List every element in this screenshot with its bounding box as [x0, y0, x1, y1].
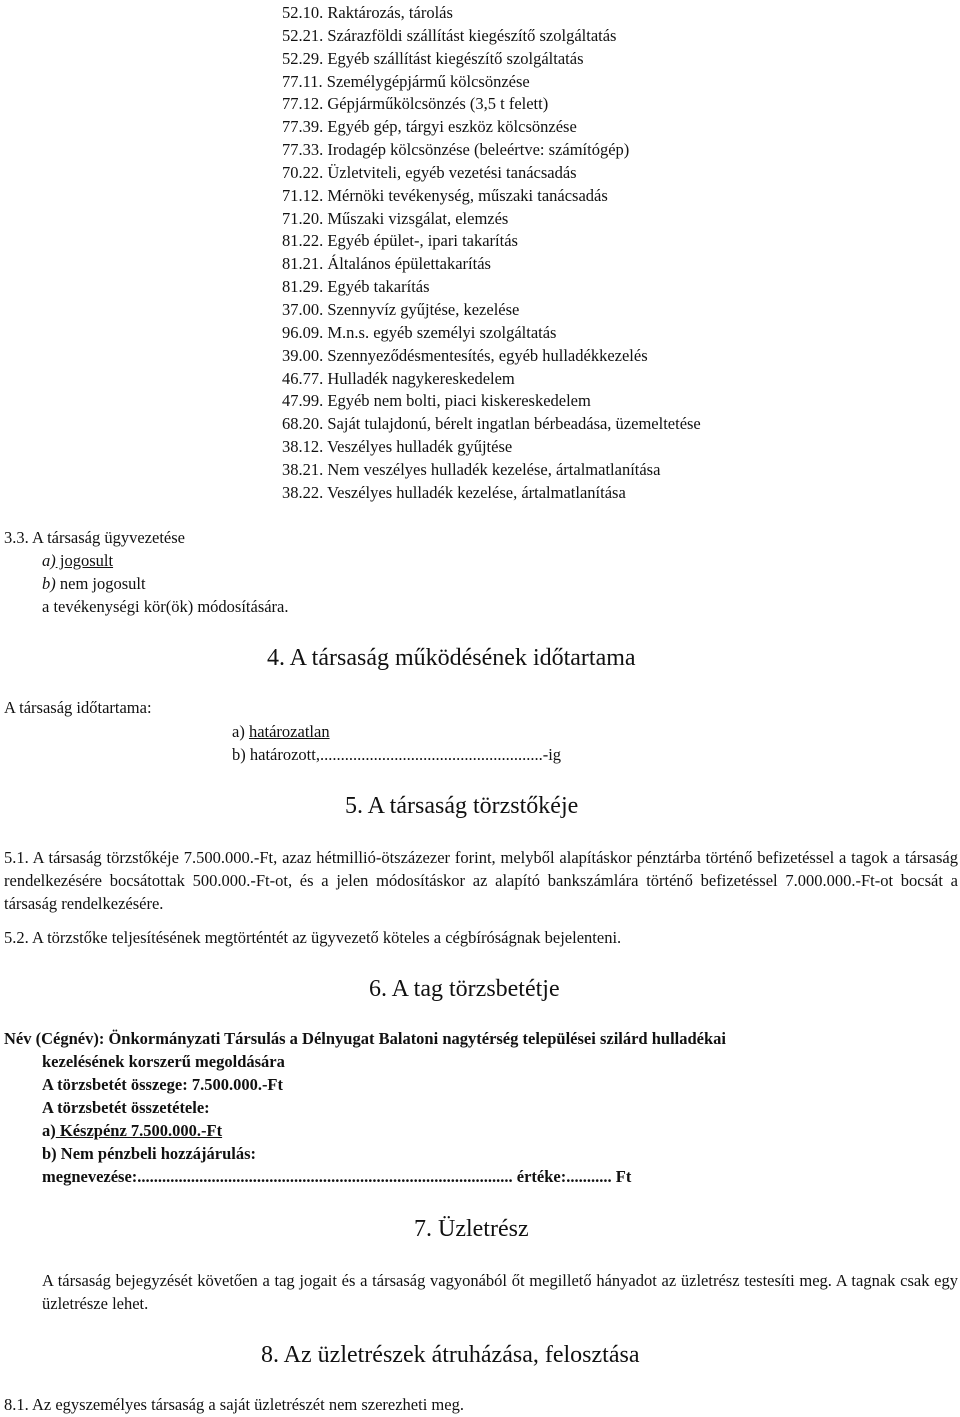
activity-item: 77.33. Irodagép kölcsönzése (beleértve: számítógép) — [282, 140, 630, 160]
option-prefix: a) — [42, 1121, 56, 1140]
section-6-heading: 6. A tag törzsbetétje — [369, 976, 560, 1002]
activity-list — [282, 2, 701, 505]
duration-option-b: b) határozott,......................................................-ig — [232, 745, 562, 764]
activity-item: 68.20. Saját tulajdonú, bérelt ingatlan bérbeadása, üzemeltetése — [282, 414, 701, 434]
activity-item: 38.21. Nem veszélyes hulladék kezelése, ártalmatlanítása — [282, 459, 661, 479]
activity-item: 77.39. Egyéb gép, tárgyi eszköz kölcsönzése — [282, 117, 577, 137]
option-letter: a) — [42, 551, 56, 570]
section-3-3-title: 3.3. A társaság ügyvezetése — [4, 528, 185, 547]
paragraph-5-2: 5.2. A törzstőke teljesítésének megtörténtét az ügyvezető köteles a cégbíróságnak bejelenteni. — [4, 928, 622, 947]
activity-item: 37.00. Szennyvíz gyűjtése, kezelése — [282, 299, 520, 319]
activity-item: 38.12. Veszélyes hulladék gyűjtése — [282, 437, 513, 457]
contribution-amount: A törzsbetét összege: 7.500.000.-Ft — [42, 1075, 284, 1094]
paragraph-7: A társaság bejegyzését követően a tag jogait és a társaság vagyonából őt megillető hányadot az üzletrész testesíti meg. A tagnak csak egy üzletrésze lehet. — [42, 1271, 958, 1313]
activity-item: 77.12. Gépjárműkölcsönzés (3,5 t felett) — [282, 94, 549, 114]
activity-item: 81.29. Egyéb takarítás — [282, 277, 430, 297]
member-name-line-2: kezelésének korszerű megoldására — [42, 1052, 285, 1071]
activity-item: 46.77. Hulladék nagykereskedelem — [282, 368, 515, 388]
activity-item: 38.22. Veszélyes hulladék kezelése, ártalmatlanítása — [282, 482, 626, 502]
activity-item: 52.29. Egyéb szállítást kiegészítő szolgáltatás — [282, 48, 584, 68]
non-cash-naming-line: megnevezése:........................................................................................... értéke:........... Ft — [42, 1167, 632, 1186]
activity-item: 81.22. Egyéb épület-, ipari takarítás — [282, 231, 518, 251]
option-a-authorized — [42, 551, 113, 571]
activity-item: 47.99. Egyéb nem bolti, piaci kiskereskedelem — [282, 391, 591, 411]
activity-item: 39.00. Szennyeződésmentesítés, egyéb hulladékkezelés — [282, 345, 648, 365]
activity-item: 81.21. Általános épülettakarítás — [282, 254, 491, 274]
section-7-heading: 7. Üzletrész — [414, 1216, 529, 1242]
activity-item: 70.22. Üzletviteli, egyéb vezetési tanácsadás — [282, 162, 577, 182]
contribution-composition: A törzsbetét összetétele: — [42, 1098, 210, 1117]
option-letter: b) — [42, 574, 56, 593]
duration-option-a — [232, 722, 330, 742]
option-b-not-authorized — [42, 574, 146, 594]
section-4-heading: 4. A társaság működésének időtartama — [267, 645, 636, 671]
activity-item: 96.09. M.n.s. egyéb személyi szolgáltatás — [282, 322, 557, 342]
option-prefix: a) — [232, 722, 249, 741]
activity-item: 71.20. Műszaki vizsgálat, elemzés — [282, 208, 509, 228]
section-8-heading: 8. Az üzletrészek átruházása, felosztása — [261, 1342, 640, 1368]
activity-item: 52.21. Szárazföldi szállítást kiegészítő szolgáltatás — [282, 25, 617, 45]
activity-item: 77.11. Személygépjármű kölcsönzése — [282, 71, 530, 91]
paragraph-8-1: 8.1. Az egyszemélyes társaság a saját üzletrészét nem szerezheti meg. — [4, 1395, 464, 1414]
cash-contribution — [42, 1121, 222, 1141]
paragraph-5-1: 5.1. A társaság törzstőkéje 7.500.000.-Ft, azaz hétmillió-ötszázezer forint, melyből alapításkor pénztárba történő befizetéssel a tagok a társaság rendelkezésére bocsátottak 500.000.-Ft-ot, és a jelen módosításkor az alapító bankszámlára történő befizetéssel 7.000.000.-Ft-ot bocsát a társaság rendelkezésére. — [4, 848, 958, 913]
activity-item: 52.10. Raktározás, tárolás — [282, 3, 453, 22]
section-3-3-tail: a tevékenységi kör(ök) módosítására. — [42, 597, 289, 616]
option-text: jogosult — [55, 551, 114, 570]
activity-item: 71.12. Mérnöki tevékenység, műszaki tanácsadás — [282, 185, 608, 205]
duration-label: A társaság időtartama: — [4, 698, 152, 717]
member-name-line: Név (Cégnév): Önkormányzati Társulás a Délnyugat Balatoni nagytérség települései szilárd hulladékai — [4, 1029, 727, 1048]
option-text: határozatlan — [248, 722, 330, 741]
section-5-heading: 5. A társaság törzstőkéje — [345, 793, 579, 819]
option-text: Készpénz 7.500.000.-Ft — [55, 1121, 223, 1140]
non-cash-contribution: b) Nem pénzbeli hozzájárulás: — [42, 1144, 257, 1163]
option-text: nem jogosult — [55, 574, 146, 593]
